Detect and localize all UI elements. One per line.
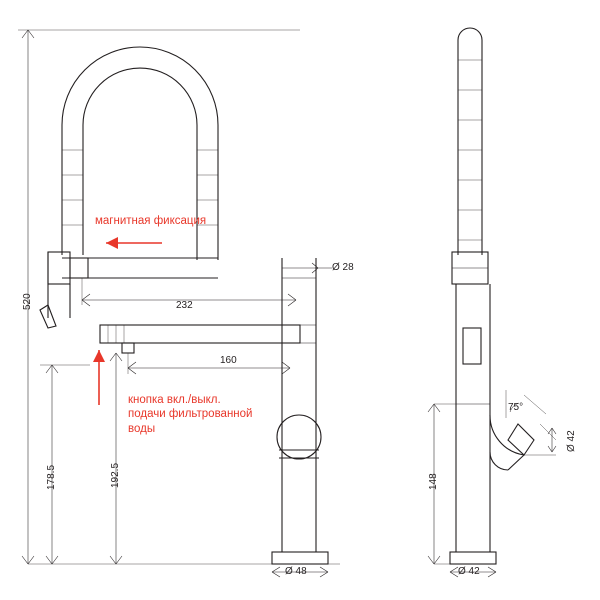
dim-base-diameter-front: Ø 48 — [285, 566, 307, 577]
dim-tube-diameter: Ø 28 — [332, 262, 354, 273]
annotation-arrows — [93, 237, 162, 405]
filter-button-arrow — [93, 350, 105, 405]
annotation-filter-button: кнопка вкл./выкл. подачи фильтрованной воды — [128, 394, 253, 435]
dim-spout-reach: 232 — [176, 300, 193, 311]
annotation-magnetic-fixation: магнитная фиксация — [95, 215, 207, 227]
dim-side-angle: 75° — [508, 402, 524, 413]
dim-side-height: 148 — [428, 473, 439, 490]
magnetic-fixation-arrow — [106, 237, 162, 249]
dim-side-base-diameter: Ø 42 — [458, 566, 480, 577]
dim-side-aerator-diameter: Ø 42 — [566, 430, 577, 452]
side-view-faucet-outline — [450, 28, 534, 564]
dim-hose-height: 178.5 — [46, 464, 57, 490]
dim-total-height: 520 — [22, 293, 33, 310]
dim-filter-tap-height: 192.5 — [110, 462, 121, 488]
dim-lower-spout-reach: 160 — [220, 355, 237, 366]
dimension-lines — [18, 30, 556, 577]
